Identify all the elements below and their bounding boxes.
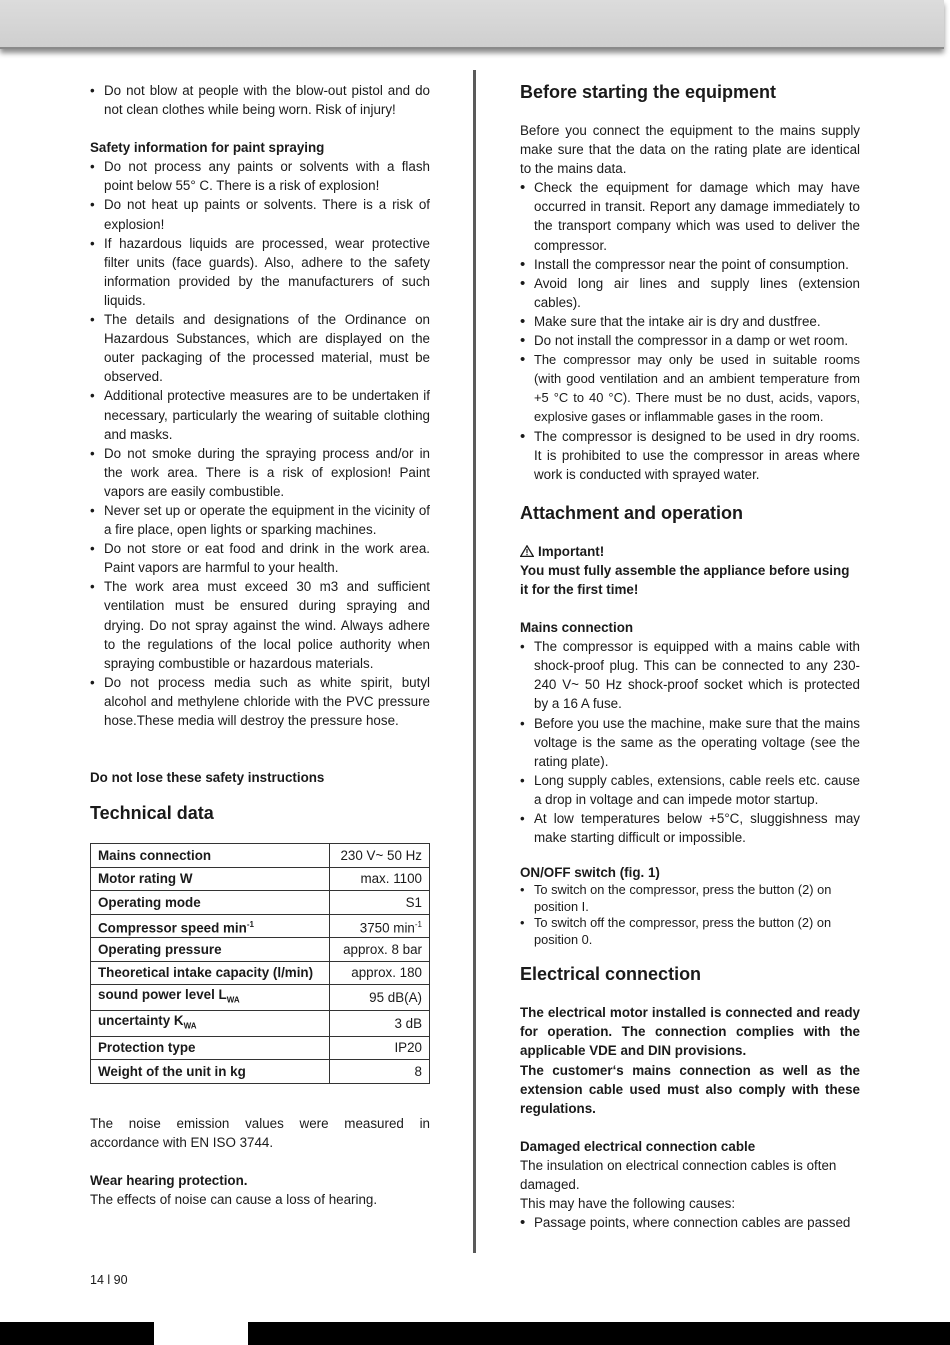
list-item: • The compressor is equipped with a mains cable with shock-proof plug. This can be connected to any 230-240 V~ 50 Hz shock-proof socket which is protected by a 16 A fuse. [520, 637, 860, 713]
important-label: Important! [538, 543, 605, 559]
electrical-text-1: The electrical motor installed is connected and ready for operation. The connection complies with the applicable VDE and DIN provisions. [520, 1005, 860, 1059]
table-key-text: Weight of the unit in kg [98, 1063, 246, 1079]
table-key-text: uncertainty K [98, 1013, 184, 1029]
table-cell-value [329, 844, 429, 868]
intro-bullets [90, 81, 430, 119]
list-item: • Before you use the machine, make sure that the mains voltage is the same as the operating voltage (see the rating plate). [520, 714, 860, 771]
damaged-cable-heading: Damaged electrical connection cable [520, 1138, 756, 1154]
damaged-cable-text-1: The insulation on electrical connection cables is often damaged. [520, 1157, 837, 1193]
switch-heading: ON/OFF switch (fig. 1) [520, 865, 660, 881]
table-value-text: S1 [405, 894, 422, 910]
list-item: • Do not heat up paints or solvents. There is a risk of explosion! [90, 195, 430, 233]
list-item: • To switch off the compressor, press the button (2) on position 0. [520, 915, 860, 948]
table-key-text: Compressor speed min [98, 920, 247, 936]
column-divider [473, 70, 476, 1253]
damaged-bullets [520, 1213, 860, 1232]
table-value-text: approx. 8 bar [343, 941, 422, 957]
table-value-text: max. 1100 [360, 871, 422, 887]
table-value-text: 230 V~ 50 Hz [340, 847, 422, 863]
paint-bullets [90, 157, 430, 730]
header-bar [0, 0, 944, 49]
list-item: • The details and designations of the Ordinance on Hazardous Substances, which are displayed on the outer packaging of the processed material, must be observed. [90, 310, 430, 386]
list-item: • Avoid long air lines and supply lines (extension cables). [520, 274, 860, 312]
table-key-sub: WA [226, 995, 240, 1005]
hearing-protection-text: The effects of noise can cause a loss of hearing. [90, 1192, 378, 1208]
table-cell-value [329, 914, 429, 938]
table-row [91, 938, 430, 962]
table-cell-key [91, 844, 330, 868]
footer-bar [0, 1322, 950, 1345]
list-item: • Never set up or operate the equipment in the vicinity of a fire place, open lights or sparking machines. [90, 501, 430, 539]
table-row [91, 914, 430, 938]
list-item: • If hazardous liquids are processed, wear protective filter units (face guards). Also, adhere to the safety information provided by the manufacturers of such liquids. [90, 234, 430, 310]
table-value-text: 95 dB(A) [369, 990, 422, 1006]
list-item: • Do not store or eat food and drink in the work area. Paint vapors are harmful to your health. [90, 539, 430, 577]
table-cell-key [91, 1060, 330, 1084]
before-starting-heading: Before starting the equipment [520, 82, 777, 102]
table-cell-key [91, 891, 330, 915]
table-cell-key [91, 961, 330, 985]
table-key-text: Motor rating W [98, 871, 193, 887]
table-key-text: Operating pressure [98, 941, 222, 957]
list-item: • Install the compressor near the point of consumption. [520, 255, 860, 274]
table-key-text: Protection type [98, 1040, 196, 1056]
table-cell-key [91, 867, 330, 891]
left-column [90, 81, 430, 1209]
technical-data-heading: Technical data [90, 803, 214, 824]
table-row [91, 844, 430, 868]
table-row [91, 961, 430, 985]
table-cell-value [329, 985, 429, 1011]
table-value-text: 8 [414, 1063, 422, 1079]
list-item: • Make sure that the intake air is dry and dustfree. [520, 312, 860, 331]
list-item: • Do not blow at people with the blow-out pistol and do not clean clothes while being worn. Risk of injury! [90, 81, 430, 119]
table-key-text: sound power level L [98, 987, 227, 1003]
table-value-text: 3750 min [359, 920, 415, 936]
table-value-text: IP20 [394, 1040, 422, 1056]
before-starting-bullets [520, 178, 860, 484]
list-item: • At low temperatures below +5°C, sluggishness may make starting difficult or impossible. [520, 809, 860, 847]
list-item: • Additional protective measures are to be undertaken if necessary, particularly the wearing of suitable clothing and masks. [90, 386, 430, 443]
list-item: • The work area must exceed 30 m3 and sufficient ventilation must be ensured during spraying and drying. Do not spray against the wind. Always adhere to the regulations of the local police authority when spraying combustible or hazardous materials. [90, 577, 430, 672]
table-cell-value [329, 1011, 429, 1037]
list-item: • The compressor may only be used in suitable rooms (with good ventilation and an ambient temperature from +5 °C to 40 °C). There must be no dust, acids, vapors, explosive gases or inflammable gases in the room. [520, 350, 860, 426]
table-row [91, 867, 430, 891]
list-item: • Do not install the compressor in a damp or wet room. [520, 331, 860, 350]
list-item: • Check the equipment for damage which may have occurred in transit. Report any damage immediately to the transport company which was used to deliver the compressor. [520, 178, 860, 254]
table-cell-value [329, 961, 429, 985]
electrical-text-2: The customer‘s mains connection as well as the extension cable used must also comply with these regulations. [520, 1062, 860, 1116]
table-cell-key [91, 1036, 330, 1060]
table-row [91, 985, 430, 1011]
table-value-text: 3 dB [394, 1015, 422, 1031]
table-key-text: Mains connection [98, 847, 212, 863]
hearing-protection-heading: Wear hearing protection. [90, 1172, 248, 1188]
paint-spraying-heading: Safety information for paint spraying [90, 140, 325, 156]
list-item: • Do not smoke during the spraying process and/or in the work area. There is a risk of explosion! Paint vapors are easily combustible. [90, 444, 430, 501]
table-key-text: Operating mode [98, 894, 201, 910]
mains-connection-heading: Mains connection [520, 620, 634, 636]
table-key-sub: WA [183, 1021, 197, 1031]
footer-bar-gap [154, 1322, 248, 1345]
table-cell-value [329, 1036, 429, 1060]
table-row [91, 1011, 430, 1037]
before-starting-intro: Before you connect the equipment to the mains supply make sure that the data on the rating plate are identical to the mains data. [520, 123, 860, 177]
damaged-cable-text-2: This may have the following causes: [520, 1196, 736, 1212]
list-item: • Do not process media such as white spirit, butyl alcohol and methylene chloride with the PVC pressure hose.These media will destroy the pressure hose. [90, 673, 430, 730]
table-row [91, 1036, 430, 1060]
list-item: • To switch on the compressor, press the button (2) on position I. [520, 882, 860, 915]
list-item: • Long supply cables, extensions, cable reels etc. cause a drop in voltage and can impede motor startup. [520, 771, 860, 809]
table-key-sup: -1 [246, 919, 254, 929]
important-text: You must fully assemble the appliance before using it for the first time! [520, 562, 850, 597]
table-cell-key [91, 914, 330, 938]
switch-bullets [520, 882, 860, 948]
mains-bullets [520, 637, 860, 847]
table-cell-key [91, 1011, 330, 1037]
table-key-text: Theoretical intake capacity (l/min) [98, 965, 314, 981]
table-cell-key [91, 985, 330, 1011]
page-number: 14 l 90 [90, 1273, 128, 1287]
table-value-text: approx. 180 [351, 965, 422, 981]
technical-data-table [90, 843, 430, 1084]
list-item: • The compressor is designed to be used in dry rooms. It is prohibited to use the compressor in areas where work is conducted with sprayed water. [520, 427, 860, 484]
warning-icon [520, 545, 534, 557]
table-cell-value [329, 891, 429, 915]
table-value-sup: -1 [414, 919, 422, 929]
table-cell-value [329, 867, 429, 891]
attachment-heading: Attachment and operation [520, 502, 744, 523]
table-cell-value [329, 1060, 429, 1084]
list-item: • Do not process any paints or solvents with a flash point below 55° C. There is a risk of explosion! [90, 157, 430, 195]
important-notice [520, 542, 860, 561]
table-cell-value [329, 938, 429, 962]
table-cell-key [91, 938, 330, 962]
table-row [91, 1060, 430, 1084]
table-row [91, 891, 430, 915]
keep-instructions-note: Do not lose these safety instructions [90, 770, 325, 786]
list-item: • Passage points, where connection cables are passed [520, 1213, 860, 1232]
electrical-connection-heading: Electrical connection [520, 964, 702, 985]
noise-text: The noise emission values were measured in accordance with EN ISO 3744. [90, 1115, 430, 1150]
right-column [520, 81, 860, 1232]
